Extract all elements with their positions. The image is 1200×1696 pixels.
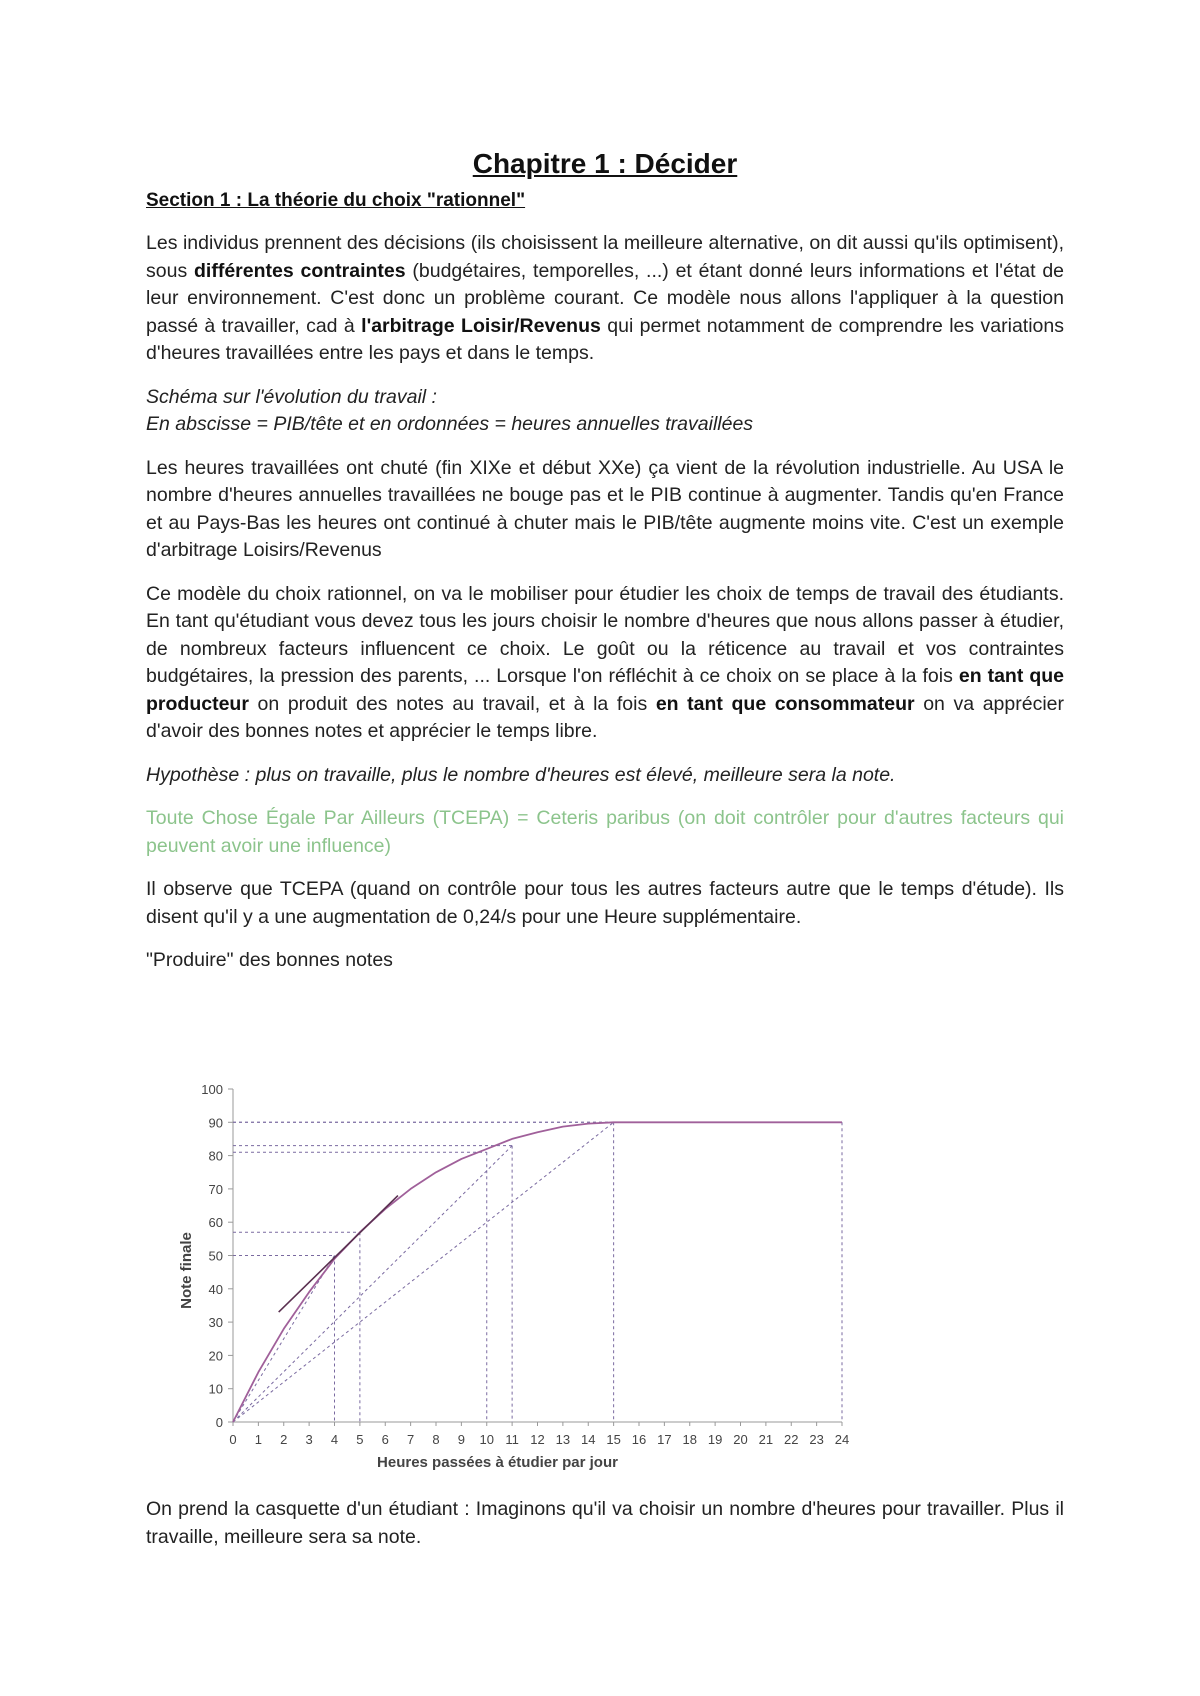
secant-line [233,1256,335,1423]
x-tick-label: 20 [733,1432,748,1447]
x-tick-label: 16 [631,1432,647,1447]
section-heading: Section 1 : La théorie du choix "rationnel" [146,190,526,211]
x-tick-label: 10 [479,1432,494,1447]
x-tick-label: 6 [381,1432,389,1447]
paragraph-final: On prend la casquette d'un étudiant : Imaginons qu'il va choisir un nombre d'heures pour travailler. Plus il travaille, meilleure sera sa note. [146,1498,1064,1548]
page-title: Chapitre 1 : Décider [472,148,738,179]
y-tick-label: 100 [201,1082,223,1097]
x-tick-label: 22 [784,1432,799,1447]
x-tick-label: 11 [505,1432,519,1447]
x-tick-label: 5 [356,1432,364,1447]
x-tick-label: 9 [457,1432,465,1447]
tangent-line [279,1196,398,1313]
x-tick-label: 7 [407,1432,415,1447]
y-tick-label: 70 [208,1181,223,1197]
secant-line [233,1146,512,1422]
x-tick-label: 3 [305,1432,313,1447]
y-tick-label: 20 [208,1348,223,1364]
x-tick-label: 24 [834,1432,850,1447]
paragraph-intro: Les individus prennent des décisions (ils choisissent la meilleure alternative, on dit aussi qu'ils optimisent), sous différentes contraintes (budgétaires, temporelles, ...) et étant donné leurs informations et l'état de leur environnement. C'est donc un problème courant. Ce modèle nous allons l'appliquer à la question passé à travailler, cad à l'arbitrage Loisir/Revenus qui permet notamment de comprendre les variations d'heures travaillées entre les pays et dans le temps. [146,232,1065,364]
secant-line [233,1122,614,1422]
tcepa-definition: Toute Chose Égale Par Ailleurs (TCEPA) = Ceteris paribus (on doit contrôler pour d'autres facteurs qui peuvent avoir une influence) [146,807,1064,857]
x-tick-label: 1 [254,1432,262,1447]
y-tick-label: 80 [208,1148,223,1164]
x-tick-label: 19 [707,1432,723,1447]
x-tick-label: 13 [555,1432,571,1447]
y-tick-label: 30 [208,1315,223,1331]
y-tick-label: 90 [208,1115,223,1131]
x-tick-label: 17 [657,1432,672,1447]
x-tick-label: 4 [330,1432,339,1447]
y-tick-label: 0 [215,1415,223,1430]
y-tick-label: 60 [208,1215,223,1231]
grade-production-chart [170,1070,850,1480]
production-curve [233,1122,842,1422]
paragraph-heures: Les heures travaillées ont chuté (fin XIXe et début XXe) ça vient de la révolution industrielle. Au USA le nombre d'heures annuelles travaillées ne bouge pas et le PIB continue à augmenter. Tandis qu'en France et au Pays-Bas les heures ont continué à chuter mais le PIB/tête augmente moins vite. C'est un exemple d'arbitrage Loisirs/Revenus [146,456,1064,561]
document-page [146,140,1064,991]
chart-caption: "Produire" des bonnes notes [146,949,393,971]
y-tick-label: 40 [208,1281,223,1297]
paragraph-choix-rationnel: Ce modèle du choix rationnel, on va le mobiliser pour étudier les choix de temps de travail des étudiants. En tant qu'étudiant vous devez tous les jours choisir le nombre d'heures que nous allons passer à étudier, de nombreux facteurs influencent ce choix. Le goût ou la réticence au travail et vos contraintes budgétaires, la pression des parents, ... Lorsque l'on réfléchit à ce choix on se place à la fois en tant que producteur on produit des notes au travail, et à la fois en tant que consommateur on va apprécier d'avoir des bonnes notes et apprécier le temps libre. [146,582,1064,742]
paragraph-observation: Il observe que TCEPA (quand on contrôle pour tous les autres facteurs autre que le temps d'étude). Ils disent qu'il y a une augmentation de 0,24/s pour une Heure supplémentaire. [146,878,1064,928]
x-tick-label: 2 [280,1432,288,1447]
x-tick-label: 15 [606,1432,621,1447]
x-tick-label: 21 [758,1432,774,1447]
y-tick-label: 10 [208,1381,223,1397]
y-axis-title: Note finale [178,1232,195,1309]
x-tick-label: 12 [530,1432,545,1447]
x-tick-label: 14 [581,1432,596,1447]
schema-description: Schéma sur l'évolution du travail : En abscisse = PIB/tête et en ordonnées = heures annuelles travaillées [146,385,754,435]
x-tick-label: 23 [809,1432,824,1447]
x-tick-label: 18 [682,1432,697,1447]
final-paragraph-wrap [146,1496,1064,1567]
x-axis-title: Heures passées à étudier par jour [377,1454,618,1471]
hypothesis-text: Hypothèse : plus on travaille, plus le nombre d'heures est élevé, meilleure sera la note. [146,763,896,786]
chart-svg [170,1070,850,1480]
y-tick-label: 50 [208,1248,223,1264]
x-tick-label: 0 [229,1432,237,1447]
x-tick-label: 8 [432,1432,440,1447]
